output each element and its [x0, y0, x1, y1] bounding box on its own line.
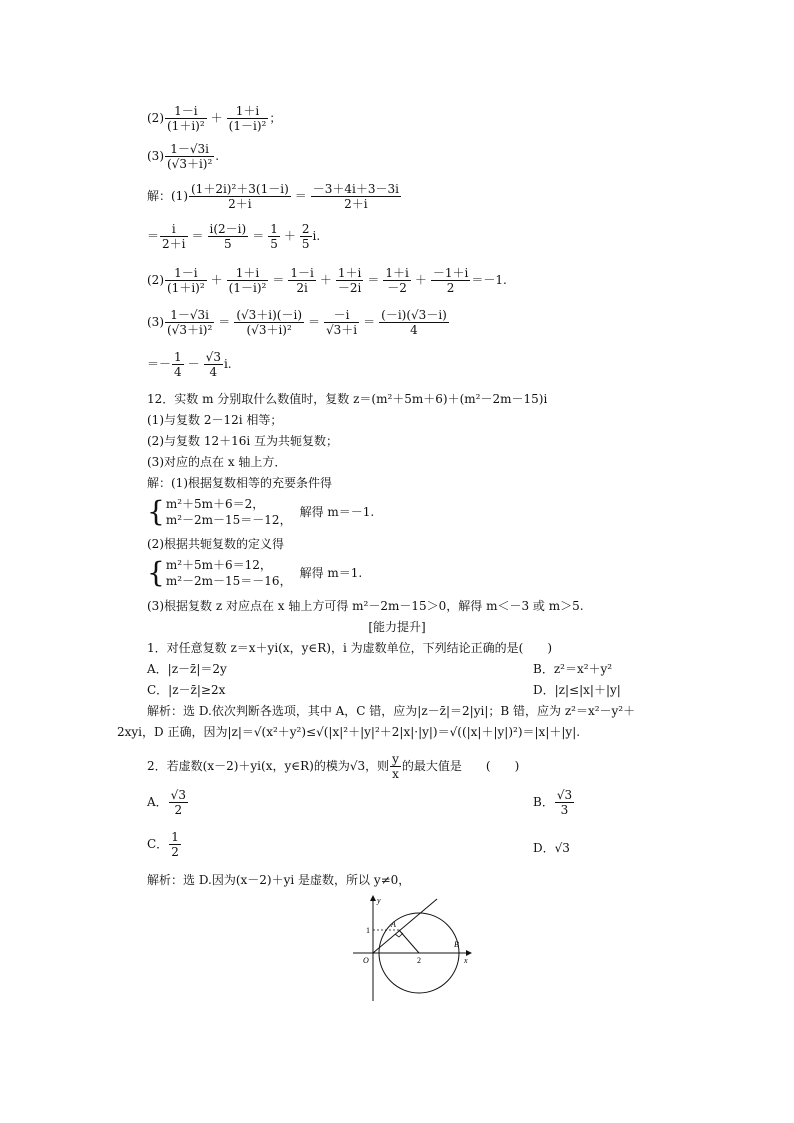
tick-2-label: 2	[417, 956, 421, 965]
q12-stem: 12．实数 m 分别取什么数值时，复数 z＝(m²＋5m＋6)＋(m²－2m－15)i	[147, 392, 548, 406]
q12-item-1: (1)与复数 2－12i 相等；	[147, 413, 283, 427]
p1-option-c: C．|z－z̄|≥2x	[147, 683, 226, 697]
x-axis-label: x	[464, 956, 468, 965]
fraction: $\frac{\text{(1＋2i)²＋3(1－i)}}{2+i}$	[191, 182, 289, 211]
p2-option-d: D．√3	[533, 841, 570, 855]
p1-option-a: A．|z－z̄|＝2y	[147, 662, 227, 676]
q11-solution-2: (2) $\frac{1-i}{\text{(1＋i)²}}$ ＋ $\frac{1+i}{\text{(1－i)²}}$ ＝ $\frac{1-i}{2i}$ ＋ $\frac{1+i}{-2i}$ ＝ $\frac{1+i}{-2}$ ＋ $\frac{-1+i}{2}$ ＝－1.	[147, 266, 507, 295]
fraction: $\frac{i}{2+i}$	[162, 222, 186, 251]
point-a-label: A	[391, 920, 396, 929]
p2-option-a: A． $\frac{√3}{2}$	[147, 788, 186, 817]
p1-option-d: D．|z|≤|x|＋|y|	[533, 683, 621, 697]
fraction: $\frac{y}{x}$	[392, 752, 399, 781]
q11-solution-1-line2: ＝ $\frac{i}{2+i}$ ＝ $\frac{i(2-i)}{5}$ ＝ $\frac{1}{5}$ ＋ $\frac{2}{5}$ i.	[147, 222, 321, 251]
p1-analysis-line2: 2xyi，D 正确，因为|z|＝√(x²＋y²)≤√(|x|²＋|y|²＋2|x|·|y|)＝√((|x|＋|y|)²)＝|x|＋|y|.	[117, 725, 581, 739]
origin-label: O	[363, 956, 369, 965]
tick-1-label: 1	[366, 926, 370, 935]
fraction: $\frac{i(2-i)}{5}$	[209, 222, 247, 251]
q12-solution-3: (3)根据复数 z 对应点在 x 轴上方可得 m²－2m－15＞0，解得 m＜－3 或 m＞5.	[147, 599, 584, 613]
fraction: $\frac{1-√3i}{\text{(√3＋i)²}}$	[167, 142, 213, 171]
fraction: $\frac{1}{5}$	[270, 222, 278, 251]
p1-analysis-line1: 解析：选 D.依次判断各选项，其中 A，C 错，应为|z－z̄|＝2|yi|；B 错，应为 z²＝x²－y²＋	[147, 704, 636, 718]
q11-part3: (3) $\frac{1-√3i}{\text{(√3＋i)²}}$ .	[147, 142, 220, 171]
p1-option-b: B．z²＝x²＋y²	[533, 662, 613, 676]
fraction: $\frac{1-i}{\text{(1＋i)²}}$	[167, 104, 205, 133]
circle-tangent-figure	[345, 893, 475, 1003]
p2-option-b: B． $\frac{√3}{3}$	[533, 788, 573, 817]
q11-solution-3-line2: ＝－ $\frac{1}{4}$ － $\frac{√3}{4}$ i.	[147, 350, 232, 379]
equation-system-2: { m²＋5m＋6＝12， m²－2m－15＝－16， 解得 m＝1.	[147, 556, 363, 589]
q11-solution-3: (3) $\frac{1-√3i}{\text{(√3＋i)²}}$ ＝ $\frac{(√3+i)(-i)}{\text{(√3＋i)²}}$ ＝ $\frac{-i}{√3+i}$ ＝ $\frac{(-i)(√3-i)}{4}$	[147, 308, 447, 337]
tangent-line	[373, 899, 437, 953]
p2-stem: 2．若虚数(x－2)＋yi(x，y∈R)的模为√3，则 $\frac{y}{x}$ 的最大值是 ( )	[147, 752, 520, 781]
fraction: $\frac{2}{5}$	[301, 222, 310, 251]
p1-stem: 1．对任意复数 z＝x＋yi(x，y∈R)，i 为虚数单位，下列结论正确的是( )	[147, 641, 553, 655]
q12-solution-1: 解：(1)根据复数相等的充要条件得	[147, 476, 332, 490]
fraction: $\frac{-3+4i+3-3i}{2+i}$	[312, 182, 399, 211]
p2-option-c: C． $\frac{1}{2}$	[147, 830, 179, 859]
y-axis-label: y	[377, 896, 381, 905]
point-b-label: B	[454, 940, 459, 949]
section-title: [能力提升]	[368, 620, 426, 634]
q12-item-2: (2)与复数 12＋16i 互为共轭复数；	[147, 434, 339, 448]
fraction: $\frac{1+i}{\text{(1－i)²}}$	[228, 104, 267, 133]
q12-item-3: (3)对应的点在 x 轴上方．	[147, 455, 287, 469]
p2-analysis: 解析：选 D.因为(x－2)＋yi 是虚数，所以 y≠0，	[147, 873, 411, 887]
q12-solution-2: (2)根据共轭复数的定义得	[147, 537, 284, 551]
equation-system-1: { m²＋5m＋6＝2， m²－2m－15＝－12， 解得 m＝－1.	[147, 495, 375, 528]
q11-part2: (2) $\frac{1-i}{\text{(1＋i)²}}$ ＋ $\frac{1+i}{\text{(1－i)²}}$ ；	[147, 104, 282, 133]
q11-solution-1: 解：(1) $\frac{\text{(1＋2i)²＋3(1－i)}}{2+i}$ ＝ $\frac{-3+4i+3-3i}{2+i}$	[147, 182, 399, 211]
